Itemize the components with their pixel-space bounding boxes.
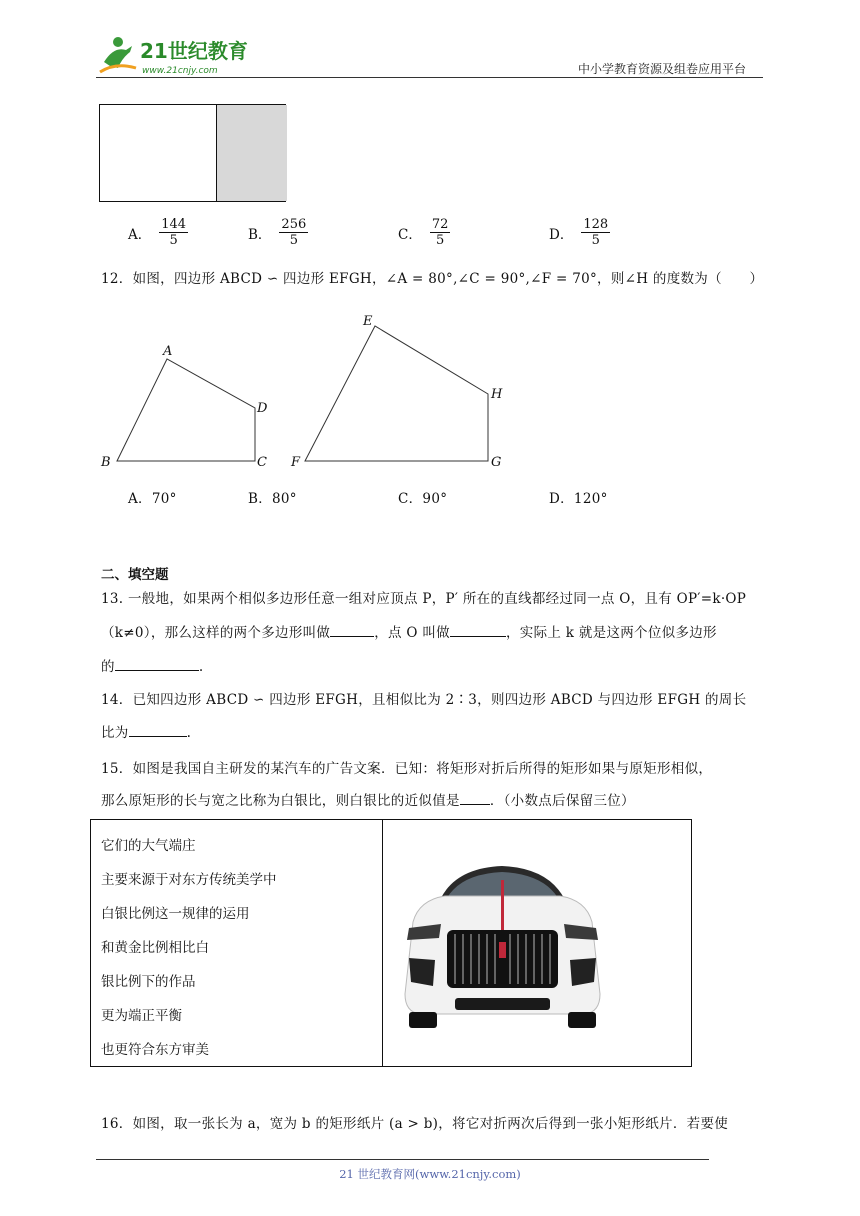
q12-option-d[interactable]: D．120°	[549, 491, 608, 507]
q11-rectangle-figure	[99, 104, 286, 202]
q11-option-a[interactable]: A． $\frac{144}{5}$	[128, 217, 187, 248]
q12-option-c[interactable]: C．90°	[398, 491, 448, 507]
q11-option-b[interactable]: B． $\frac{256}{5}$	[248, 217, 307, 248]
fraction: $\frac{144}{5}$	[161, 217, 187, 248]
q13-line-1: 13. 一般地，如果两个相似多边形任意一组对应顶点 P，P′ 所在的直线都经过同一点 O，且有 OP′=k·OP	[101, 591, 747, 607]
q13-line-3: 的 .	[101, 656, 203, 678]
q15-table-divider	[382, 819, 383, 1067]
svg-text:F: F	[291, 455, 301, 470]
q14-line-1: 14．已知四边形 ABCD ∽ 四边形 EFGH，且相似比为 2∶3，则四边形 ABCD 与四边形 EFGH 的周长	[101, 692, 747, 708]
q12-option-a[interactable]: A．70°	[128, 491, 177, 507]
poem-line: 银比例下的作品	[101, 974, 196, 990]
q14-line-2: 比为 .	[101, 722, 191, 744]
header-platform-text: 中小学教育资源及组卷应用平台	[578, 62, 747, 76]
q13-blank-3[interactable]	[115, 656, 199, 671]
car-image	[395, 862, 610, 1032]
header-divider	[96, 77, 763, 78]
fraction: $\frac{128}{5}$	[583, 217, 609, 248]
poem-line: 主要来源于对东方传统美学中	[101, 872, 277, 888]
poem-line: 和黄金比例相比白	[101, 940, 209, 956]
q12-stem: 12．如图，四边形 ABCD ∽ 四边形 EFGH，∠A = 80°,∠C = 90°,∠F = 70°，则∠H 的度数为（ ）	[101, 271, 764, 287]
q14-blank[interactable]	[129, 722, 187, 737]
q11-shaded-square	[216, 105, 287, 201]
svg-text:H: H	[491, 387, 503, 402]
site-logo	[96, 32, 266, 78]
q11-option-c[interactable]: C． $\frac{72}{5}$	[398, 217, 449, 248]
q12-option-b[interactable]: B．80°	[248, 491, 297, 507]
fraction: $\frac{72}{5}$	[431, 217, 449, 248]
poem-line: 它们的大气端庄	[101, 838, 196, 854]
svg-text:www.21cnjy.com: www.21cnjy.com	[142, 66, 218, 76]
svg-text:21世纪教育: 21世纪教育	[140, 39, 248, 63]
q13-line-2: （k≠0），那么这样的两个多边形叫做 ，点 O 叫做 ，实际上 k 就是这两个位似多边形	[101, 622, 717, 644]
q15-blank[interactable]	[460, 790, 490, 805]
q13-blank-2[interactable]	[450, 622, 506, 637]
q15-line-1: 15．如图是我国自主研发的某汽车的广告文案．已知：将矩形对折后所得的矩形如果与原矩形相似，	[101, 761, 713, 777]
q13-blank-1[interactable]	[330, 622, 374, 637]
q11-option-d[interactable]: D． $\frac{128}{5}$	[549, 217, 609, 248]
svg-text:D: D	[257, 401, 268, 416]
poem-line: 也更符合东方审美	[101, 1042, 209, 1058]
section-heading-fill-blank: 二、填空题	[101, 567, 169, 583]
footer-divider	[96, 1159, 709, 1160]
svg-text:C: C	[257, 455, 267, 470]
svg-text:A: A	[163, 344, 173, 359]
fraction: $\frac{256}{5}$	[281, 217, 307, 248]
svg-text:G: G	[491, 455, 502, 470]
poem-line: 更为端正平衡	[101, 1008, 182, 1024]
svg-text:B: B	[101, 455, 111, 470]
poem-line: 白银比例这一规律的运用	[101, 906, 250, 922]
q16-line-1: 16．如图，取一张长为 a，宽为 b 的矩形纸片 (a > b)，将它对折两次后得到一张小矩形纸片．若要使	[101, 1116, 729, 1132]
footer-text: 21 世纪教育网(www.21cnjy.com)	[339, 1167, 521, 1181]
q15-line-2: 那么原矩形的长与宽之比称为白银比，则白银比的近似值是 ．（小数点后保留三位）	[101, 790, 635, 812]
q12-quadrilaterals-figure	[95, 310, 525, 475]
svg-text:E: E	[363, 314, 373, 329]
